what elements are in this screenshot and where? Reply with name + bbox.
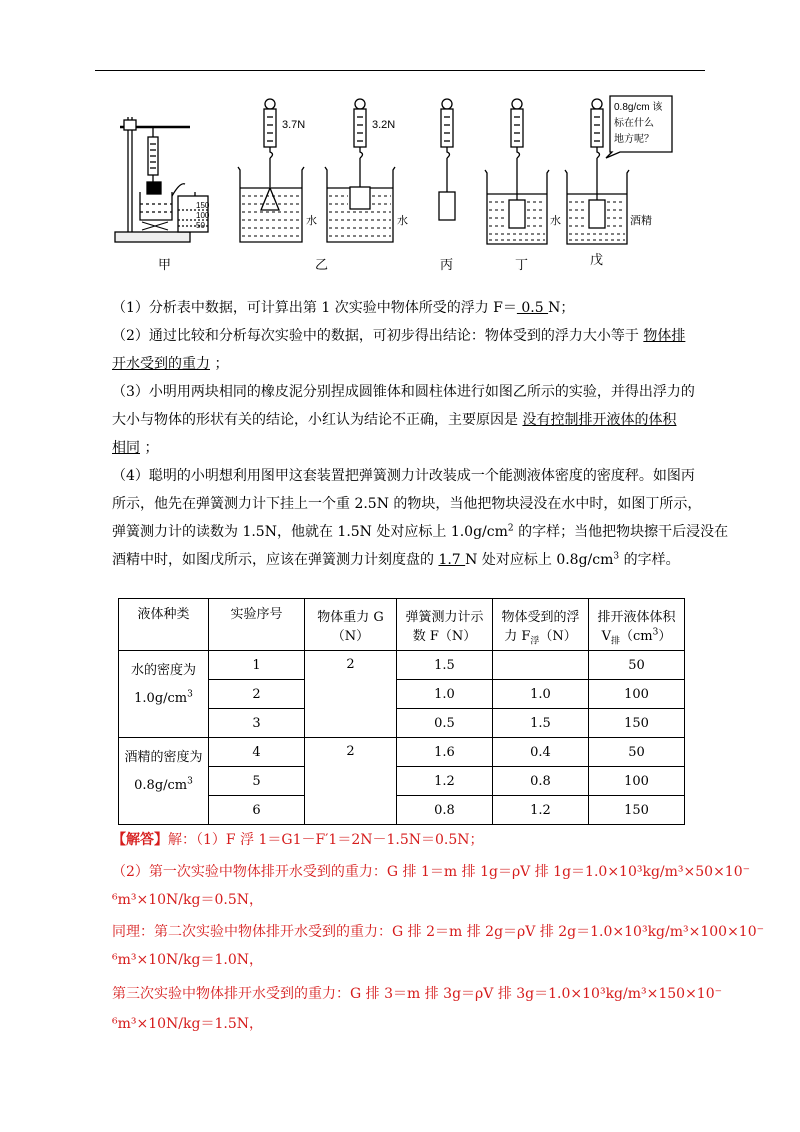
question-4-line-3: 弹簧测力计的读数为 1.5N，他就在 1.5N 处对应标上 $1.0g/cm^2$ 的字样；当他把物块擦干后浸没在 (112, 523, 729, 540)
solution-line-5: ⁶m³×10N/kg＝1.0N， (112, 952, 263, 968)
cell-buoyancy: 1.2 (493, 796, 589, 825)
label-water-2: 水 (397, 215, 408, 227)
question-3-line-3: 相同 ； (112, 440, 159, 456)
answer-2-part-2: 开水受到的重力 (112, 356, 210, 372)
beaker-tick-100: 100 (196, 211, 210, 220)
cell-buoyancy: 0.8 (493, 767, 589, 796)
caption-ding: 丁 (515, 257, 529, 272)
solution-line-2: （2）第一次实验中物体排开水受到的重力：G 排 1＝m 排 1g＝ρV 排 1g＝1.0×10³kg/m³×50×10⁻ (112, 864, 751, 880)
answer-3-part-2: 相同 (112, 440, 140, 456)
experiment-figure (110, 92, 700, 282)
question-4-line-4: 酒精中时，如图戊所示，应该在弹簧测力计刻度盘的 1.7 N 处对应标上 $0.8g/cm^3$ 的字样。 (112, 551, 680, 568)
table-row (119, 651, 685, 680)
reading-3-7n: 3.7N (282, 119, 306, 131)
table-row (119, 738, 685, 767)
cell-trial: 2 (209, 680, 305, 709)
cell-buoyancy: 1.5 (493, 709, 589, 738)
cell-volume: 50 (589, 651, 685, 680)
header-rule (95, 70, 705, 71)
cell-weight-water: 2 (305, 651, 397, 738)
table-header-row (119, 599, 685, 651)
header-trial: 实验序号 (209, 599, 305, 651)
cell-water-density: 水的密度为 $1.0g/cm^3$ (119, 651, 209, 738)
caption-yi: 乙 (315, 257, 329, 272)
data-table (118, 598, 685, 825)
bubble-line-2: 标在什么 (614, 118, 654, 129)
cell-trial: 3 (209, 709, 305, 738)
cell-reading: 0.8 (397, 796, 493, 825)
answer-1: 0.5 (516, 300, 549, 316)
solution-line-6: 第三次实验中物体排开水受到的重力：G 排 3＝m 排 3g＝ρV 排 3g＝1.0×10³kg/m³×150×10⁻ (112, 986, 723, 1002)
header-liquid: 液体种类 (119, 599, 209, 651)
answer-4: 1.7 (438, 552, 466, 568)
answer-2-part-1: 物体排 (643, 328, 686, 344)
cell-alcohol-density: 酒精的密度为 $0.8g/cm^3$ (119, 738, 209, 825)
cell-volume: 150 (589, 709, 685, 738)
question-1: （1）分析表中数据，可计算出第 1 次实验中物体所受的浮力 F＝ 0.5 N； (112, 300, 575, 316)
caption-wu: 戊 (590, 252, 604, 267)
cell-volume: 100 (589, 680, 685, 709)
cell-volume: 50 (589, 738, 685, 767)
cell-weight-alcohol: 2 (305, 738, 397, 825)
cell-reading: 1.5 (397, 651, 493, 680)
bubble-line-3: 地方呢？ (614, 134, 654, 145)
header-weight: 物体重力 G （N） (305, 599, 397, 651)
cell-buoyancy: 0.4 (493, 738, 589, 767)
question-4-line-2: 所示，他先在弹簧测力计下挂上一个重 2.5N 的物块，当他把物块浸没在水中时，如图丁所示， (112, 496, 702, 512)
cell-reading: 0.5 (397, 709, 493, 738)
question-2-line-1: （2）通过比较和分析每次实验中的数据，可初步得出结论：物体受到的浮力大小等于 物体排 (112, 328, 686, 344)
solution-line-3: ⁶m³×10N/kg＝0.5N， (112, 892, 263, 908)
question-4-line-1: （4）聪明的小明想利用图甲这套装置把弹簧测力计改装成一个能测液体密度的密度秤。如图丙 (112, 468, 695, 484)
cell-trial: 4 (209, 738, 305, 767)
solution-line-1: 【解答】解：（1）F 浮 1＝G1－F′1＝2N－1.5N＝0.5N； (112, 832, 484, 848)
header-volume: 排开液体体积 $V_排(cm^3)$ (589, 599, 685, 651)
beaker-tick-150: 150 (196, 201, 210, 210)
cell-trial: 5 (209, 767, 305, 796)
cell-reading: 1.2 (397, 767, 493, 796)
solution-line-7: ⁶m³×10N/kg＝1.5N， (112, 1016, 263, 1032)
solution-line-4: 同理：第二次实验中物体排开水受到的重力：G 排 2＝m 排 2g＝ρV 排 2g＝1.0×10³kg/m³×100×10⁻ (112, 924, 765, 940)
cell-volume: 100 (589, 767, 685, 796)
header-buoyancy: 物体受到的浮 力 $F_浮(N)$ (493, 599, 589, 651)
caption-jia: 甲 (158, 257, 172, 272)
cell-trial: 6 (209, 796, 305, 825)
header-reading: 弹簧测力计示 数 F（N） (397, 599, 493, 651)
reading-3-2n: 3.2N (372, 119, 396, 131)
cell-buoyancy: 1.0 (493, 680, 589, 709)
beaker-tick-50: 50 (196, 221, 205, 230)
cell-buoyancy (493, 651, 589, 680)
bubble-line-1: 0.8g/cm 该 (614, 102, 663, 113)
solution-tag: 【解答】 (112, 832, 168, 848)
label-water-1: 水 (306, 215, 317, 227)
cell-trial: 1 (209, 651, 305, 680)
label-alcohol: 酒精 (630, 215, 652, 227)
cell-volume: 150 (589, 796, 685, 825)
cell-reading: 1.0 (397, 680, 493, 709)
question-3-line-1: （3）小明用两块相同的橡皮泥分别捏成圆锥体和圆柱体进行如图乙所示的实验，并得出浮力的 (112, 384, 695, 400)
label-water-3: 水 (550, 215, 561, 227)
answer-3-part-1: 没有控制排开液体的体积 (522, 412, 677, 428)
caption-bing: 丙 (440, 257, 454, 272)
question-3-line-2: 大小与物体的形状有关的结论，小红认为结论不正确，主要原因是 没有控制排开液体的体积 (112, 412, 677, 428)
cell-reading: 1.6 (397, 738, 493, 767)
question-2-line-2: 开水受到的重力 ； (112, 356, 229, 372)
